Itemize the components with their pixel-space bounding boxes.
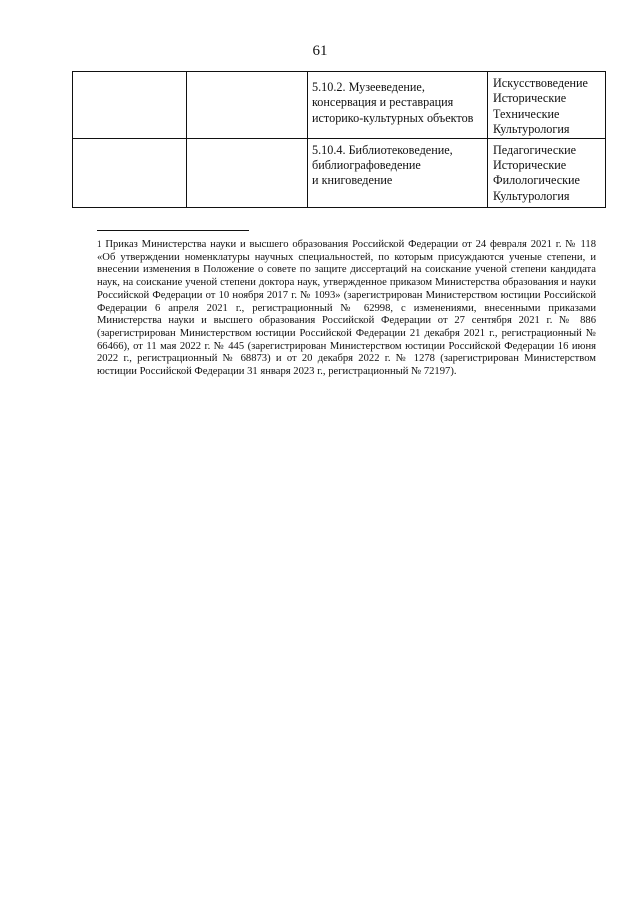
table-row [73,72,606,139]
page-number: 61 [312,43,328,59]
branches-cell: Педагогические Исторические Филологические Культурология [488,138,606,207]
footnote-marker: 1 [97,239,102,249]
empty-cell [73,138,187,207]
specialty-cell: 5.10.2. Музееведение, консервация и реставрация историко-культурных объектов [308,72,488,139]
footnote [97,238,596,379]
empty-cell [73,72,187,139]
footnote-separator [97,230,249,231]
empty-cell [187,72,308,139]
branches-cell: Искусствоведение Исторические Технические Культурология [488,72,606,139]
empty-cell [187,138,308,207]
specialty-cell: 5.10.4. Библиотековедение, библиографоведение и книговедение [308,138,488,207]
specialties-table [72,71,606,208]
footnote-text: Приказ Министерства науки и высшего образования Российской Федерации от 24 февраля 2021 г. № 118 «Об утверждении номенклатуры научных специальностей, по которым присуждаются ученые степени, и внесении изменения в Положение о совете по защите диссертаций на соискание ученой степени кандидата наук, на соискание ученой степени доктора наук, утвержденное приказом Министерства образования и науки Российской Федерации от 10 ноября 2017 г. № 1093» (зарегистрирован Министерством юстиции Российской Федерации 6 апреля 2021 г., регистрационный № 62998, с изменениями, внесенными приказами Министерства науки и высшего образования Российской Федерации от 27 сентября 2021 г. № 886 (зарегистрирован Министерством юстиции Российской Федерации 21 декабря 2021 г., регистрационный № 66466), от 11 мая 2022 г. № 445 (зарегистрирован Министерством юстиции Российской Федерации 16 июня 2022 г., регистрационный № 68873) и от 20 декабря 2022 г. № 1278 (зарегистрирован Министерством юстиции Российской Федерации 31 января 2023 г., регистрационный № 72197). [97,239,596,378]
table-row [73,138,606,207]
